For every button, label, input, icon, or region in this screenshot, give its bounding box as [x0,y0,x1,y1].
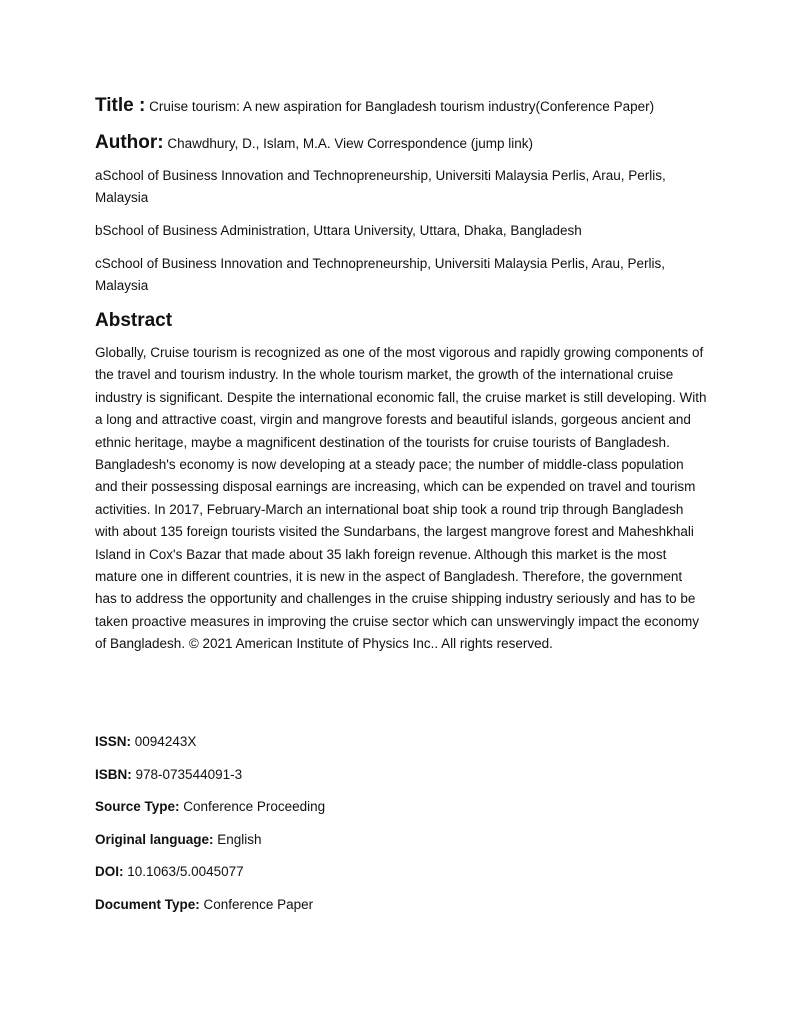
language-row [95,830,707,850]
language-key: Original language: [95,831,214,847]
metadata-section [95,732,707,928]
issn-key: ISSN: [95,734,132,749]
issn-row [95,732,707,752]
isbn-row [95,765,707,785]
issn-value: 0094243X [134,734,197,749]
isbn-value: 978-073544091-3 [135,766,243,782]
title-label: Title : [95,95,146,116]
abstract-body: Globally, Cruise tourism is recognized as one of the most vigorous and rapidly growing components of the travel and tourism industry. In the whole tourism market, the growth of the international cruise industry is significant. Despite the international economic fall, the cruise market is still developing. With a long and attractive coast, virgin and mangrove forests and beautiful islands, gorgeous ancient and ethnic heritage, maybe a magnificent destination of the tourists for cruise tourists of Bangladesh. Bangladesh's economy is now developing at a steady pace; the number of middle-class population and their possessing disposal earnings are increasing, which can be expended on travel and tourism activities. In 2017, February-March an international boat ship took a round trip through Bangladesh with about 135 foreign tourists visited the Sundarbans, the largest mangrove forest and Maheshkhali Island in Cox's Bazar that made about 35 lakh foreign revenue. Although this market is the most mature one in different countries, it is new in the aspect of Bangladesh. Therefore, the government has to address the opportunity and challenges in the cruise shipping industry seriously and has to be taken proactive measures in improving the cruise sector which can unswervingly impact the economy of Bangladesh. © 2021 American Institute of Physics Inc.. All rights reserved. [95,345,707,652]
source-type-value: Conference Proceeding [183,799,326,815]
affiliation-a: aSchool of Business Innovation and Technopreneurship, Universiti Malaysia Perlis, Arau, Perlis, Malaysia [95,168,666,205]
isbn-key: ISBN: [95,766,132,782]
document-type-row [95,895,707,915]
doi-row [95,862,707,882]
document-page [95,95,707,656]
title-text: Cruise tourism: A new aspiration for Bangladesh tourism industry(Conference Paper) [149,99,655,114]
abstract-heading: Abstract [95,310,173,331]
source-type-key: Source Type: [95,799,180,815]
doi-value: 10.1063/5.0045077 [127,864,244,880]
doi-key: DOI: [95,864,124,880]
author-text: Chawdhury, D., Islam, M.A. View Correspondence (jump link) [167,136,533,151]
language-value: English [217,831,262,847]
affiliation-b: bSchool of Business Administration, Uttara University, Uttara, Dhaka, Bangladesh [95,223,582,238]
affiliation-c: cSchool of Business Innovation and Technopreneurship, Universiti Malaysia Perlis, Arau, Perlis, Malaysia [95,256,666,293]
document-type-key: Document Type: [95,896,200,912]
title-line [95,95,707,118]
author-label: Author: [95,132,164,153]
source-type-row [95,797,707,817]
author-line [95,132,707,155]
document-type-value: Conference Paper [203,896,314,912]
